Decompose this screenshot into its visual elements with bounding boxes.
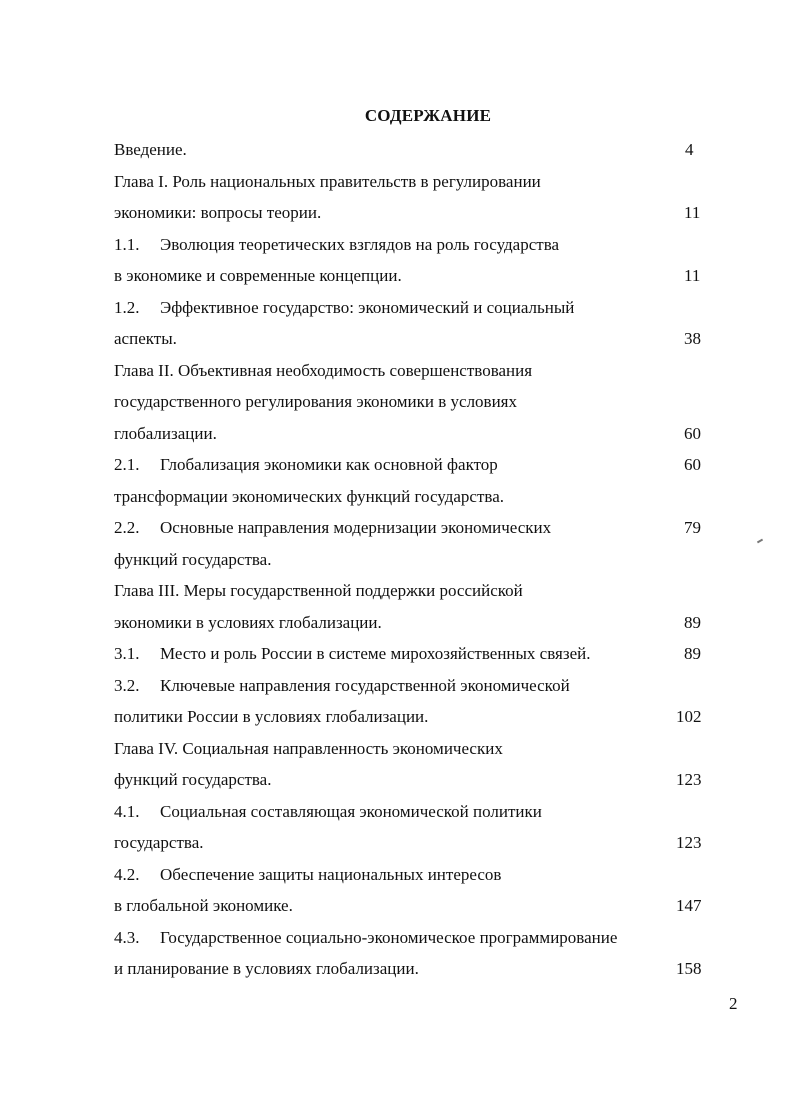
toc-section-number: 4.2. bbox=[114, 865, 140, 884]
toc-page-number: 158 bbox=[676, 959, 702, 978]
toc-entry-text: Введение. bbox=[114, 140, 187, 159]
toc-page-number: 89 bbox=[684, 613, 701, 632]
toc-entry bbox=[114, 455, 498, 475]
toc-entry bbox=[114, 613, 382, 633]
toc-entry bbox=[114, 707, 428, 727]
toc-entry-text: Социальная составляющая экономической политики bbox=[160, 802, 542, 821]
toc-entry-text: в глобальной экономике. bbox=[114, 896, 293, 915]
toc-section-number: 2.1. bbox=[114, 455, 140, 474]
toc-page-number: 38 bbox=[684, 329, 701, 348]
toc-entry bbox=[114, 298, 574, 318]
toc-entry-text: экономики: вопросы теории. bbox=[114, 203, 322, 222]
toc-section-number: 1.1. bbox=[114, 235, 140, 254]
toc-page-number: 147 bbox=[676, 896, 702, 915]
toc-entry bbox=[114, 424, 217, 444]
toc-entry bbox=[114, 896, 293, 916]
toc-entry bbox=[114, 235, 559, 255]
toc-entry-text: государства. bbox=[114, 833, 204, 852]
toc-section-number: 3.2. bbox=[114, 676, 140, 695]
toc-entry-text: Основные направления модернизации экономических bbox=[160, 518, 552, 537]
toc-page-number: 11 bbox=[684, 266, 701, 285]
toc-entry bbox=[114, 140, 187, 160]
toc-entry-text: Обеспечение защиты национальных интересов bbox=[160, 865, 502, 884]
toc-entry-text: Глобализация экономики как основной фактор bbox=[160, 455, 498, 474]
toc-entry-text: Глава IV. Социальная направленность экономических bbox=[114, 739, 503, 758]
toc-entry bbox=[114, 770, 271, 790]
toc-entry bbox=[114, 392, 517, 412]
toc-entry-text: Эволюция теоретических взглядов на роль государства bbox=[160, 235, 560, 254]
toc-entry-text: функций государства. bbox=[114, 770, 272, 789]
scan-speck bbox=[757, 539, 763, 544]
toc-entry bbox=[114, 581, 523, 601]
toc-entry-text: и планирование в условиях глобализации. bbox=[114, 959, 419, 978]
toc-entry bbox=[114, 266, 402, 286]
toc-page-number: 60 bbox=[684, 455, 701, 474]
toc-section-number: 2.2. bbox=[114, 518, 140, 537]
toc-entry-text: Глава III. Меры государственной поддержки российской bbox=[114, 581, 523, 600]
toc-entry-text: трансформации экономических функций государства. bbox=[114, 487, 504, 506]
toc-entry bbox=[114, 739, 503, 759]
toc-entry bbox=[114, 676, 570, 696]
toc-section-number: 4.1. bbox=[114, 802, 140, 821]
toc-entry bbox=[114, 928, 617, 948]
toc-entry-text: политики России в условиях глобализации. bbox=[114, 707, 429, 726]
toc-page-number: 79 bbox=[684, 518, 701, 537]
toc-entry bbox=[114, 487, 504, 507]
toc-entry bbox=[114, 329, 177, 349]
toc-entry bbox=[114, 865, 501, 885]
toc-entry-text: в экономике и современные концепции. bbox=[114, 266, 402, 285]
page-number: 2 bbox=[729, 994, 738, 1013]
toc-entry-text: функций государства. bbox=[114, 550, 272, 569]
toc-page-number: 123 bbox=[676, 770, 702, 789]
toc-entry-text: Глава II. Объективная необходимость совершенствования bbox=[114, 361, 533, 380]
toc-entry-text: Государственное социально-экономическое программирование bbox=[160, 928, 618, 947]
toc-entry bbox=[114, 959, 419, 979]
toc-entry-text: экономики в условиях глобализации. bbox=[114, 613, 382, 632]
toc-entry bbox=[114, 172, 541, 192]
toc-section-number: 3.1. bbox=[114, 644, 140, 663]
toc-entry bbox=[114, 833, 204, 853]
toc-page-number: 60 bbox=[684, 424, 701, 443]
toc-entry-text: аспекты. bbox=[114, 329, 177, 348]
toc-entry bbox=[114, 550, 271, 570]
page-title: СОДЕРЖАНИЕ bbox=[364, 106, 492, 125]
toc-entry-text: государственного регулирования экономики в условиях bbox=[114, 392, 518, 411]
toc-section-number: 1.2. bbox=[114, 298, 140, 317]
toc-entry-text: глобализации. bbox=[114, 424, 217, 443]
toc-page-number: 123 bbox=[676, 833, 702, 852]
toc-entry bbox=[114, 518, 551, 538]
toc-entry bbox=[114, 802, 542, 822]
toc-entry-text: Место и роль России в системе мирохозяйственных связей. bbox=[160, 644, 591, 663]
toc-entry-text: Эффективное государство: экономический и социальный bbox=[160, 298, 575, 317]
toc-page-number: 4 bbox=[685, 140, 694, 159]
toc-page-number: 89 bbox=[684, 644, 701, 663]
toc-section-number: 4.3. bbox=[114, 928, 140, 947]
toc-entry-text: Глава I. Роль национальных правительств в регулировании bbox=[114, 172, 541, 191]
toc-page-number: 102 bbox=[676, 707, 702, 726]
toc-entry-text: Ключевые направления государственной экономической bbox=[160, 676, 570, 695]
toc-page-number: 11 bbox=[684, 203, 701, 222]
toc-entry bbox=[114, 644, 590, 664]
toc-entry bbox=[114, 203, 321, 223]
toc-entry bbox=[114, 361, 532, 381]
